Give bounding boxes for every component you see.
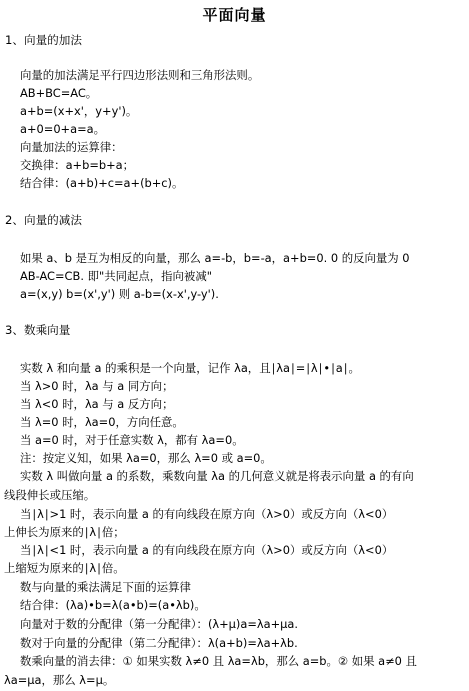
- text-line: 上缩短为原来的∣λ∣倍。: [4, 561, 125, 575]
- text-line: 结合律：(a+b)+c=a+(b+c)。: [20, 176, 184, 190]
- text-line: 当∣λ∣<1 时，表示向量 a 的有向线段在原方向（λ>0）或反方向（λ<0）: [20, 543, 394, 557]
- section-heading-addition: 1、向量的加法: [5, 33, 82, 47]
- text-line: a+0=0+a=a。: [20, 122, 106, 136]
- text-line: AB+BC=AC。: [20, 86, 98, 100]
- text-line: 数乘向量的消去律：① 如果实数 λ≠0 且 λa=λb，那么 a=b。② 如果 a≠0 且: [20, 654, 417, 668]
- text-line: 当 λ<0 时，λa 与 a 反方向；: [20, 397, 174, 411]
- text-line: 实数 λ 叫做向量 a 的系数，乘数向量 λa 的几何意义就是将表示向量 a 的有向: [20, 469, 414, 483]
- text-line: 数与向量的乘法满足下面的运算律: [20, 580, 191, 594]
- text-line: a=(x,y) b=(x',y') 则 a-b=(x-x',y-y').: [20, 287, 219, 301]
- text-line: 结合律：(λa)•b=λ(a•b)=(a•λb)。: [20, 598, 206, 612]
- text-line: AB-AC=CB. 即"共同起点，指向被减": [20, 269, 212, 283]
- text-line: λa=μa，那么 λ=μ。: [4, 673, 115, 687]
- text-line: a+b=(x+x'，y+y')。: [20, 104, 138, 118]
- text-line: 线段伸长或压缩。: [4, 488, 96, 502]
- section-heading-subtraction: 2、向量的减法: [5, 213, 82, 227]
- text-line: 注：按定义知，如果 λa=0，那么 λ=0 或 a=0。: [20, 451, 272, 465]
- text-line: 上伸长为原来的∣λ∣倍；: [4, 525, 125, 539]
- text-line: 向量的加法满足平行四边形法则和三角形法则。: [20, 68, 260, 82]
- text-line: 向量加法的运算律：: [20, 140, 123, 154]
- page-title: 平面向量: [202, 6, 267, 24]
- text-line: 实数 λ 和向量 a 的乘积是一个向量，记作 λa，且∣λa∣=∣λ∣•∣a∣。: [20, 361, 360, 375]
- text-line: 当∣λ∣>1 时，表示向量 a 的有向线段在原方向（λ>0）或反方向（λ<0）: [20, 507, 394, 521]
- section-heading-scalar-multiplication: 3、数乘向量: [5, 323, 71, 337]
- text-line: 当 λ=0 时，λa=0，方向任意。: [20, 415, 184, 429]
- text-line: 向量对于数的分配律（第一分配律）：(λ+μ)a=λa+μa.: [20, 617, 298, 631]
- text-line: 数对于向量的分配律（第二分配律）：λ(a+b)=λa+λb.: [20, 636, 298, 650]
- text-line: 当 a=0 时，对于任意实数 λ，都有 λa=0。: [20, 433, 244, 447]
- text-line: 如果 a、b 是互为相反的向量，那么 a=-b，b=-a，a+b=0. 0 的反向量为 0: [20, 251, 410, 265]
- text-line: 交换律：a+b=b+a；: [20, 158, 135, 172]
- text-line: 当 λ>0 时，λa 与 a 同方向；: [20, 379, 174, 393]
